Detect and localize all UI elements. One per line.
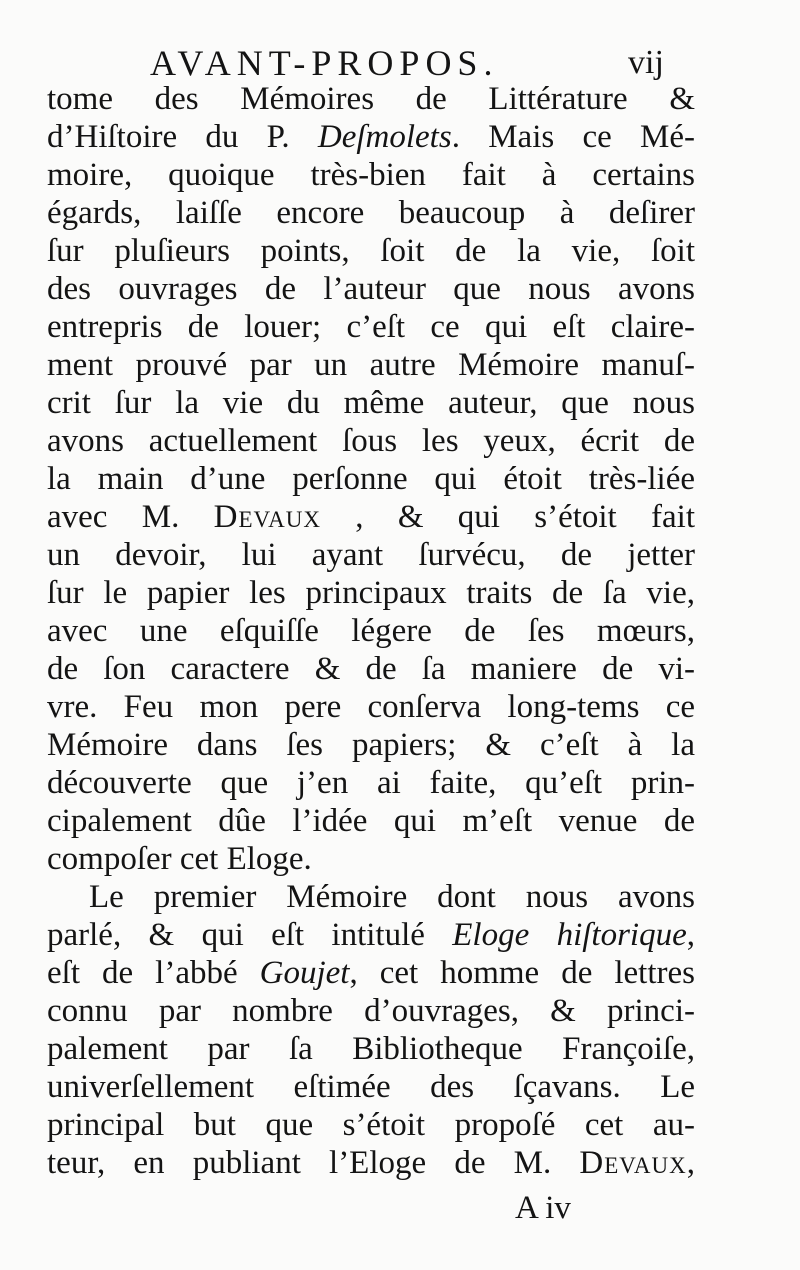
signature-mark: A iv bbox=[515, 1190, 571, 1226]
text-line bbox=[47, 840, 695, 878]
text-segment: découverte que j’en ai faite, qu’eſt prin- bbox=[47, 765, 695, 801]
text-segment: palement par ſa Bibliotheque Françoiſe, bbox=[47, 1031, 695, 1067]
text-segment: un devoir, lui ayant ſurvécu, de jetter bbox=[47, 537, 695, 573]
text-segment: parlé, & qui eſt intitulé bbox=[47, 917, 453, 953]
text-line bbox=[47, 992, 695, 1030]
text-segment: teur, en publiant l’Eloge de M. bbox=[47, 1145, 580, 1181]
text-line bbox=[47, 1030, 695, 1068]
text-line bbox=[47, 574, 695, 612]
text-segment: cipalement dûe l’idée qui m’eſt venue de bbox=[47, 803, 695, 839]
text-line bbox=[47, 308, 695, 346]
text-line bbox=[47, 954, 695, 992]
text-line bbox=[47, 156, 695, 194]
text-segment: ſur pluſieurs points, ſoit de la vie, ſoit bbox=[47, 233, 695, 269]
text-segment: égards, laiſſe encore beaucoup à deſirer bbox=[47, 195, 695, 231]
text-segment: , cet homme de lettres bbox=[349, 955, 695, 991]
text-segment: avec une eſquiſſe légere de ſes mœurs, bbox=[47, 613, 695, 649]
text-line bbox=[47, 80, 695, 118]
text-segment: la main d’une perſonne qui étoit très-liée bbox=[47, 461, 695, 497]
text-line bbox=[47, 688, 695, 726]
text-segment: compoſer cet Eloge. bbox=[47, 841, 312, 877]
text-segment: Mémoire dans ſes papiers; & c’eſt à la bbox=[47, 727, 695, 763]
text-segment: d’Hiſtoire du P. bbox=[47, 119, 318, 155]
text-line bbox=[47, 346, 695, 384]
text-segment: eſt de l’abbé bbox=[47, 955, 260, 991]
text-line bbox=[47, 270, 695, 308]
page-number: vij bbox=[628, 44, 664, 81]
text-segment: moire, quoique très-bien fait à certains bbox=[47, 157, 695, 193]
text-line bbox=[47, 194, 695, 232]
text-segment: avec M. bbox=[47, 499, 214, 535]
text-line bbox=[47, 878, 695, 916]
text-line bbox=[47, 916, 695, 954]
text-line bbox=[47, 498, 695, 536]
text-segment: univerſellement eſtimée des ſçavans. Le bbox=[47, 1069, 695, 1105]
text-segment: , bbox=[686, 917, 696, 953]
text-segment: . Mais ce Mé- bbox=[451, 119, 695, 155]
text-segment: avons actuellement ſous les yeux, écrit de bbox=[47, 423, 695, 459]
text-segment: tome des Mémoires de Littérature & bbox=[47, 81, 695, 117]
text-line bbox=[47, 118, 695, 156]
text-line bbox=[47, 726, 695, 764]
text-line bbox=[47, 802, 695, 840]
text-segment: entrepris de louer; c’eſt ce qui eſt claire- bbox=[47, 309, 695, 345]
text-line bbox=[47, 1106, 695, 1144]
text-line bbox=[47, 1144, 695, 1182]
text-segment: , & qui s’étoit fait bbox=[320, 499, 695, 535]
text-segment: de ſon caractere & de ſa maniere de vi- bbox=[47, 651, 695, 687]
text-segment: , bbox=[686, 1145, 695, 1181]
text-line bbox=[47, 384, 695, 422]
text-line bbox=[47, 422, 695, 460]
italic-text: Deſmolets bbox=[317, 119, 452, 155]
text-line bbox=[47, 650, 695, 688]
body-text bbox=[47, 80, 695, 1182]
text-segment: principal but que s’étoit propoſé cet au- bbox=[47, 1107, 695, 1143]
small-caps-name: Devaux bbox=[579, 1145, 687, 1181]
italic-text: Goujet bbox=[259, 955, 350, 991]
small-caps-name: Devaux bbox=[213, 499, 321, 535]
text-line bbox=[47, 764, 695, 802]
text-line bbox=[47, 1068, 695, 1106]
text-line bbox=[47, 460, 695, 498]
italic-text: Eloge hiſtorique bbox=[452, 917, 687, 953]
text-line bbox=[47, 536, 695, 574]
text-line bbox=[47, 232, 695, 270]
text-segment: crit ſur la vie du même auteur, que nous bbox=[47, 385, 695, 421]
running-head-title: AVANT-PROPOS. bbox=[150, 43, 499, 83]
text-segment: ment prouvé par un autre Mémoire manuſ- bbox=[47, 347, 695, 383]
text-segment: Le premier Mémoire dont nous avons bbox=[89, 879, 695, 915]
text-segment: vre. Feu mon pere conſerva long-tems ce bbox=[47, 689, 695, 725]
text-segment: connu par nombre d’ouvrages, & princi- bbox=[47, 993, 695, 1029]
text-line bbox=[47, 612, 695, 650]
text-segment: ſur le papier les principaux traits de ſa vie, bbox=[47, 575, 695, 611]
text-segment: des ouvrages de l’auteur que nous avons bbox=[47, 271, 695, 307]
